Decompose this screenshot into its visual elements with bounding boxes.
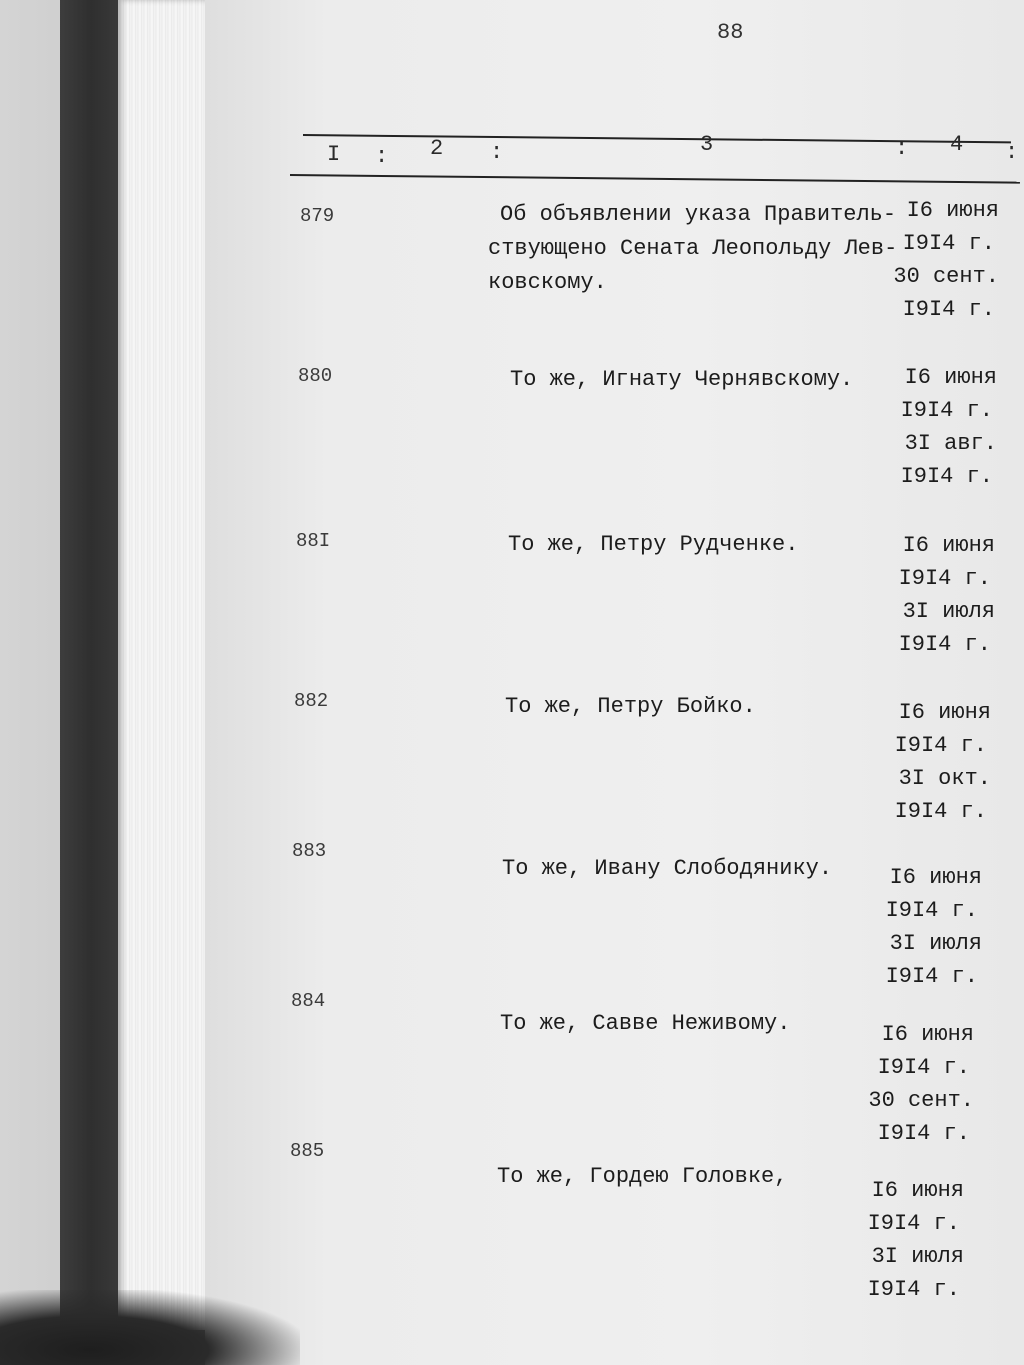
- entry-date-line: I9I4 г.: [900, 398, 993, 423]
- entry-date-line: I9I4 г.: [902, 297, 995, 322]
- entry-date-line: I6 июня: [902, 533, 995, 558]
- book-cover-shadow: [0, 1290, 300, 1365]
- entry-number: 882: [294, 690, 329, 712]
- entry-date-line: I6 июня: [881, 1022, 974, 1047]
- entry-text-line: То же, Савве Неживому.: [500, 1011, 791, 1036]
- entry-date-line: I9I4 г.: [900, 464, 993, 489]
- entry-number: 883: [292, 840, 327, 862]
- column-header: 3: [700, 132, 714, 157]
- entry-date-line: I9I4 г.: [898, 632, 991, 657]
- entry-date-line: I9I4 г.: [885, 898, 978, 923]
- entry-text-line: То же, Игнату Чернявскому.: [510, 367, 854, 392]
- entry-date-line: I9I4 г.: [877, 1121, 970, 1146]
- entry-text-line: ковскому.: [488, 270, 607, 295]
- entry-number: 879: [300, 205, 335, 227]
- entry-date-line: 30 сент.: [893, 264, 999, 289]
- entry-date-line: I9I4 г.: [902, 231, 995, 256]
- column-header: I: [327, 142, 341, 167]
- column-header: :: [895, 136, 909, 161]
- entry-number: 88I: [296, 530, 331, 552]
- entry-date-line: I9I4 г.: [894, 799, 987, 824]
- entry-text-line: То же, Гордею Головке,: [497, 1164, 788, 1189]
- entry-number: 885: [290, 1140, 325, 1162]
- entry-date-line: I6 июня: [904, 365, 997, 390]
- entry-date-line: I6 июня: [871, 1178, 964, 1203]
- entry-text-line: То же, Ивану Слободянику.: [502, 856, 833, 881]
- entry-date-line: I6 июня: [906, 198, 999, 223]
- entry-text-line: Об объявлении указа Правитель-: [500, 202, 897, 227]
- entry-text-line: ствующено Сената Леопольду Лев-: [488, 236, 898, 261]
- entry-date-line: 3I июля: [871, 1244, 964, 1269]
- entry-date-line: I9I4 г.: [885, 964, 978, 989]
- entry-date-line: I9I4 г.: [867, 1277, 960, 1302]
- entry-text-line: То же, Петру Бойко.: [505, 694, 756, 719]
- entry-date-line: 3I июля: [902, 599, 995, 624]
- column-header: :: [1005, 140, 1019, 165]
- entry-date-line: I9I4 г.: [877, 1055, 970, 1080]
- column-header: 4: [950, 132, 964, 157]
- table-header-rule-bottom: [290, 174, 1020, 184]
- entry-number: 880: [298, 365, 333, 387]
- entry-date-line: 30 сент.: [868, 1088, 974, 1113]
- column-header: :: [375, 144, 389, 169]
- entry-date-line: I9I4 г.: [894, 733, 987, 758]
- entry-number: 884: [291, 990, 326, 1012]
- entry-date-line: I9I4 г.: [898, 566, 991, 591]
- document-page: [205, 0, 1024, 1365]
- entry-date-line: I9I4 г.: [867, 1211, 960, 1236]
- column-header: 2: [430, 136, 444, 161]
- entry-date-line: I6 июня: [889, 865, 982, 890]
- entry-date-line: I6 июня: [898, 700, 991, 725]
- entry-date-line: 3I авг.: [904, 431, 997, 456]
- entry-date-line: 3I окт.: [898, 766, 991, 791]
- entry-date-line: 3I июля: [889, 931, 982, 956]
- book-spine-shadow: [60, 0, 122, 1365]
- page-edges: [118, 0, 210, 1330]
- column-header: :: [490, 140, 504, 165]
- entry-text-line: То же, Петру Рудченке.: [508, 532, 799, 557]
- page-number: 88: [717, 20, 744, 45]
